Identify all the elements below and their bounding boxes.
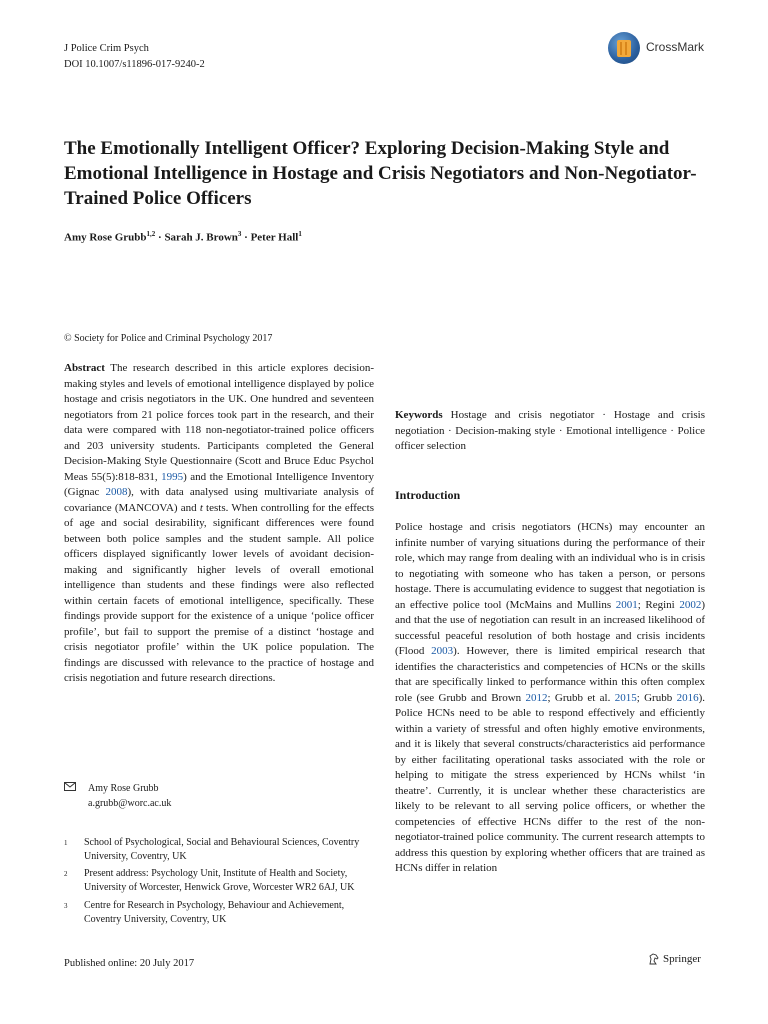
abstract-left-column bbox=[64, 361, 374, 687]
contact-name: Amy Rose Grubb bbox=[88, 783, 159, 794]
citation-link[interactable]: 2003 bbox=[431, 645, 454, 657]
intro-text: ; Grubb et al. bbox=[547, 691, 615, 704]
affiliation-2 bbox=[64, 867, 374, 895]
keywords-text: Hostage and crisis negotiator · Hostage and crisis negotiation · Decision-making style · Emotional intelligence · Police officer selection bbox=[395, 409, 706, 452]
abstract-continuation-spacer bbox=[395, 361, 705, 392]
affiliation-3 bbox=[64, 899, 374, 927]
author-list: Amy Rose Grubb$^{1,2}$ · Sarah J. Brown$^3$ · Peter Hall$^1$ bbox=[64, 230, 302, 244]
citation-link[interactable]: 2002 bbox=[679, 598, 702, 611]
abstract-label: Abstract bbox=[64, 362, 105, 374]
abstract-italic: t bbox=[199, 501, 203, 514]
envelope-icon bbox=[64, 781, 78, 796]
article-title: The Emotionally Intelligent Officer? Exploring Decision-Making Style and Emotional Intelligence in Hostage and Crisis Negotiators and Non-Negotiator-Trained Police Officers bbox=[64, 138, 697, 209]
citation-link[interactable]: 2008 bbox=[105, 486, 128, 498]
author-affil-sup: 1,2 bbox=[146, 230, 156, 238]
right-column bbox=[395, 361, 705, 877]
journal-doi[interactable]: DOI 10.1007/s11896-017-9240-2 bbox=[64, 59, 205, 70]
crossmark-label: CrossMark bbox=[646, 40, 705, 54]
author-name[interactable]: Amy Rose Grubb bbox=[64, 231, 147, 244]
author-name[interactable]: Sarah J. Brown bbox=[164, 231, 238, 244]
author-name[interactable]: Peter Hall bbox=[250, 231, 299, 244]
journal-name: J Police Crim Psych bbox=[64, 43, 149, 54]
intro-text: ; Regini bbox=[637, 598, 680, 611]
copyright-notice: © Society for Police and Criminal Psychology 2017 bbox=[64, 333, 273, 344]
citation-link[interactable]: 2001 bbox=[615, 598, 638, 611]
affiliation-1 bbox=[64, 836, 374, 864]
keywords-block bbox=[395, 408, 705, 455]
affiliation-text: Present address: Psychology Unit, Institute of Health and Society, University of Worcester, Henwick Grove, Worcester WR2 6AJ, UK bbox=[84, 868, 355, 893]
citation-link[interactable]: 2015 bbox=[614, 691, 637, 704]
contact-email[interactable]: a.grubb@worc.ac.uk bbox=[88, 798, 172, 809]
affiliation-number: 2 bbox=[64, 870, 68, 878]
section-heading-introduction: Introduction bbox=[395, 487, 461, 502]
introduction-paragraph bbox=[395, 520, 705, 877]
intro-text: ). Police HCNs need to be able to respond effectively and efficiently within a variety of stressful and often highly emotive environments, and it is likely that several constructs/characteristics aid performance by either facilitating operational tasks associated with the role or helping to mitigate the stress experienced by HCNs whilst ‘in theatre’. Currently, it is unclear whether these characteristics are likely to be relevant to all serving police officers, or whether the competencies of effective HCNs differ to the rest of the non-negotiator-trained police community. The current research attempts to address this question by exploring whether officers that are trained as HCNs differ in relation bbox=[395, 691, 705, 874]
author-affil-sup: 1 bbox=[298, 230, 302, 238]
affiliation-text: Centre for Research in Psychology, Behaviour and Achievement, Coventry University, Coventry, UK bbox=[84, 900, 345, 925]
crossmark-icon bbox=[608, 32, 640, 64]
abstract-text: tests. When controlling for the effects of age and social desirability, significant differences were found between both police samples and the student sample. All police officers displayed significantly lower levels of avoidant decision-making and significantly higher levels of overall emotional intelligence than students and these findings were also reflected within certain facets of emotional intelligence, specifically. These findings provide support for the existence of a unique ‘police officer profile’, but fail to support the premise of a distinct ‘hostage and crisis negotiator profile’ within the UK police population. The findings are discussed with relevance to the practice of hostage and crisis negotiation and future research directions. bbox=[64, 501, 374, 684]
keywords-label: Keywords bbox=[395, 409, 443, 421]
publisher-logo bbox=[648, 953, 701, 965]
abstract-text: ), with data analysed using multivariate analysis of covariance (MANCOVA) and bbox=[64, 486, 374, 514]
affiliation-text: School of Psychological, Social and Behavioural Sciences, Coventry University, Coventry, UK bbox=[84, 837, 360, 862]
abstract-text: ) and the Emotional Intelligence Inventory (Gignac bbox=[64, 470, 374, 498]
published-date: Published online: 20 July 2017 bbox=[64, 958, 195, 969]
citation-link[interactable]: 2016 bbox=[676, 691, 699, 704]
intro-text: ) and that the use of negotiation can result in an increased likelihood of successful peaceful resolution of both hostage and crisis incidents (Flood bbox=[395, 598, 705, 657]
crossmark-badge[interactable] bbox=[608, 32, 728, 66]
journal-header bbox=[64, 41, 205, 73]
abstract-text: The research described in this article explores decision-making styles and levels of emotional intelligence displayed by police hostage and crisis negotiators in the UK. One hundred and seventeen negotiators from 21 police forces took part in the research, and their data were compared with 118 non-negotiator-trained police officers and 203 university students. Participants completed the General Decision-Making Style Questionnaire (Scott and Bruce Educ Psychol Meas 55(5):818-831, bbox=[64, 362, 374, 483]
author-affil-sup: 3 bbox=[237, 230, 242, 238]
affiliation-number: 3 bbox=[64, 902, 68, 910]
corresponding-author bbox=[64, 781, 374, 811]
intro-text: Police hostage and crisis negotiators (HCNs) may encounter an infinite number of varying situations during the performance of their role, which may range from dealing with an individual who is in crisis to negotiating with someone who has taken a person, or persons hostage. There is accumulating evidence to suggest that negotiation is an effective police tool (McMains and Mullins bbox=[395, 521, 705, 611]
citation-link[interactable]: 2012 bbox=[525, 691, 548, 704]
intro-text: ). However, there is limited empirical research that identifies the characteristics and competencies of HCNs or the skills that are specifically linked to performance within this often complex role (see Grubb and Brown bbox=[395, 645, 706, 704]
publisher-name: Springer bbox=[663, 953, 701, 965]
springer-horse-icon bbox=[648, 953, 660, 965]
citation-link[interactable]: 1995 bbox=[161, 470, 184, 483]
affiliation-number: 1 bbox=[64, 839, 68, 847]
intro-text: ; Grubb bbox=[636, 691, 677, 704]
